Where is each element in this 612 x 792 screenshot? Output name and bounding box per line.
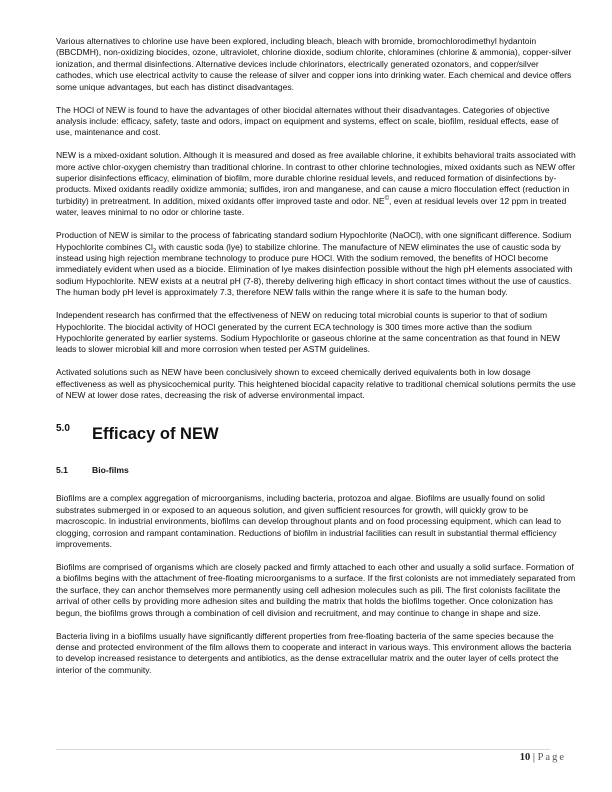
section-title: Efficacy of NEW — [92, 425, 219, 444]
paragraph-production — [56, 230, 576, 298]
paragraph-hocl-advantages: The HOCl of NEW is found to have the advantages of other biocidal alternates without their disadvantages. Categories of objective analysis include: efficacy, safety, taste and odors, impact on equipment and systems, effect on scale, biofilm, residual effects, ease of use, maintenance and cost. — [56, 104, 559, 138]
footer-divider — [56, 749, 550, 750]
section-number: 5.0 — [56, 423, 70, 435]
page-label: Page — [537, 752, 566, 763]
paragraph-biofilms-definition: Biofilms are a complex aggregation of microorganisms, including bacteria, protozoa and algae. Biofilms are usually found on solid substrates submerged in or exposed to an aqueous solution, and given sufficient resources for growth, will quickly grow to be macroscopic. In industrial environments, biofilms can develop throughout plants and on food processing equipment, which can lead to clogging, corrosion and rampant contamination. Reductions of biofilm in industrial facilities can result in substantial thermal efficiency improvements. — [56, 493, 562, 550]
mixed-oxidant-text-a: NEW is a mixed-oxidant solution. Although it is measured and dosed as free available chlorine, it exhibits behavioral traits associated with more active chlor-oxygen chemistry than traditional chlorine. In contrast to other chlorine technologies, mixed oxidants such as NEW offer superior disinfections efficacy, elimination of biofilm, more durable chlorine residual levels, and reduced formation of disinfections by-products. Mixed oxidants readily oxidize ammonia; sulfides, iron and manganese, and can cause a micro flocculation effect (reduction in turbidity) in pretreatment. In addition, mixed oxidants offer improved taste and odor. NE — [56, 150, 576, 206]
page-separator: | — [532, 752, 535, 763]
section-heading — [56, 421, 576, 455]
paragraph-chlorine-alternatives: Various alternatives to chlorine use have been explored, including bleach, bleach with bromide, bromochlorodimethyl hydantoin (BBCDMH), non-oxidizing biocides, ozone, ultraviolet, chlorine dioxide, sodium chlorite, chloramines (chlorine & ammonia), copper-silver ionization, and thermal disinfections. Alternative devices include chlorinators, electrically generated ozonators, and copper/silver cathodes, which use electrical activity to cause the release of silver and copper ions into drinking water. Each chemical and device offers some unique advantages, but each has distinct disadvantages. — [56, 36, 572, 92]
production-text-a: Production of NEW is similar to the process of fabricating standard sodium Hypochlorite (NaOCl), with one significant difference. Sodium Hypochlorite combines Cl — [56, 230, 572, 252]
subsection-heading — [56, 465, 576, 479]
subsection-title: Bio-films — [92, 465, 129, 476]
paragraph-biofilms-formation: Biofilms are comprised of organisms which are closely packed and firmly attached to each other and usually a solid surface. Formation of a biofilms begins with the attachment of free-floating microorganisms to a surface. If the first colonists are not immediately separated from the surface, they can anchor themselves more permanently using cell adhesion molecules such as pili. The first colonists facilitate the arrival of other cells by providing more adhesion sites and building the matrix that holds the biofilms together. Once colonization has begun, the biofilms grows through a combination of cell division and recruitment, and may continue to change in shape and size. — [56, 562, 576, 618]
paragraph-biofilms-bacteria: Bacteria living in a biofilms usually have significantly different properties from free-floating bacteria of the same species because the dense and protected environment of the film allows them to cooperate and interact in various ways. This environment allows the bacteria to develop increased resistance to detergents and antibiotics, as the dense extracellular matrix and the outer layer of cells protect the interior of the community. — [56, 630, 572, 675]
paragraph-independent-research: Independent research has confirmed that the effectiveness of NEW on reducing total microbial counts is superior to that of sodium Hypochlorite. The biocidal activity of HOCl generated by the current ECA technology is 300 times more active than the sodium Hypochlorite generated by earlier systems. Sodium Hypochlorite or gaseous chlorine at the same concentration as that found in NEW leads to slower microbial kill and more corrosion when tested per ASTM guidelines. — [56, 310, 561, 355]
paragraph-mixed-oxidant — [56, 150, 576, 218]
copyright-mark: © — [384, 196, 390, 203]
page-number: 10 — [519, 752, 531, 763]
page-content — [56, 36, 576, 688]
production-text-b: with caustic soda (lye) to stabilize chlorine. The manufacture of NEW eliminates the use of caustic soda by instead using high rejection membrane technology to produce pure HOCl. With the sodium removed, the benefits of HOCl become immediately evident when used as a biocide. Elimination of lye makes disinfection possible without the high pH elements associated with sodium Hypochlorite. NEW exists at a neutral pH (7-8), thereby delivering high efficacy in short contact times without the use of caustics. The human body pH level is approximately 7.3, therefore NEW falls within the range where it is safe to the human body. — [56, 241, 573, 298]
paragraph-activated-solutions: Activated solutions such as NEW have been conclusively shown to exceed chemically derived equivalents both in low dosage effectiveness as well as physicochemical purity. This heightened biocidal capacity relative to traditional chemical solutions permits the use of NEW at lower dose rates, decreasing the risk of adverse environmental impact. — [56, 367, 576, 401]
subsection-number: 5.1 — [56, 465, 68, 476]
mixed-oxidant-text-b: , even at residual levels over 12 ppm in treated water, leaves minimal to no odor or chlorine taste. — [56, 195, 567, 218]
chlorine-subscript: 2 — [152, 248, 157, 255]
page-number-footer — [520, 752, 566, 763]
